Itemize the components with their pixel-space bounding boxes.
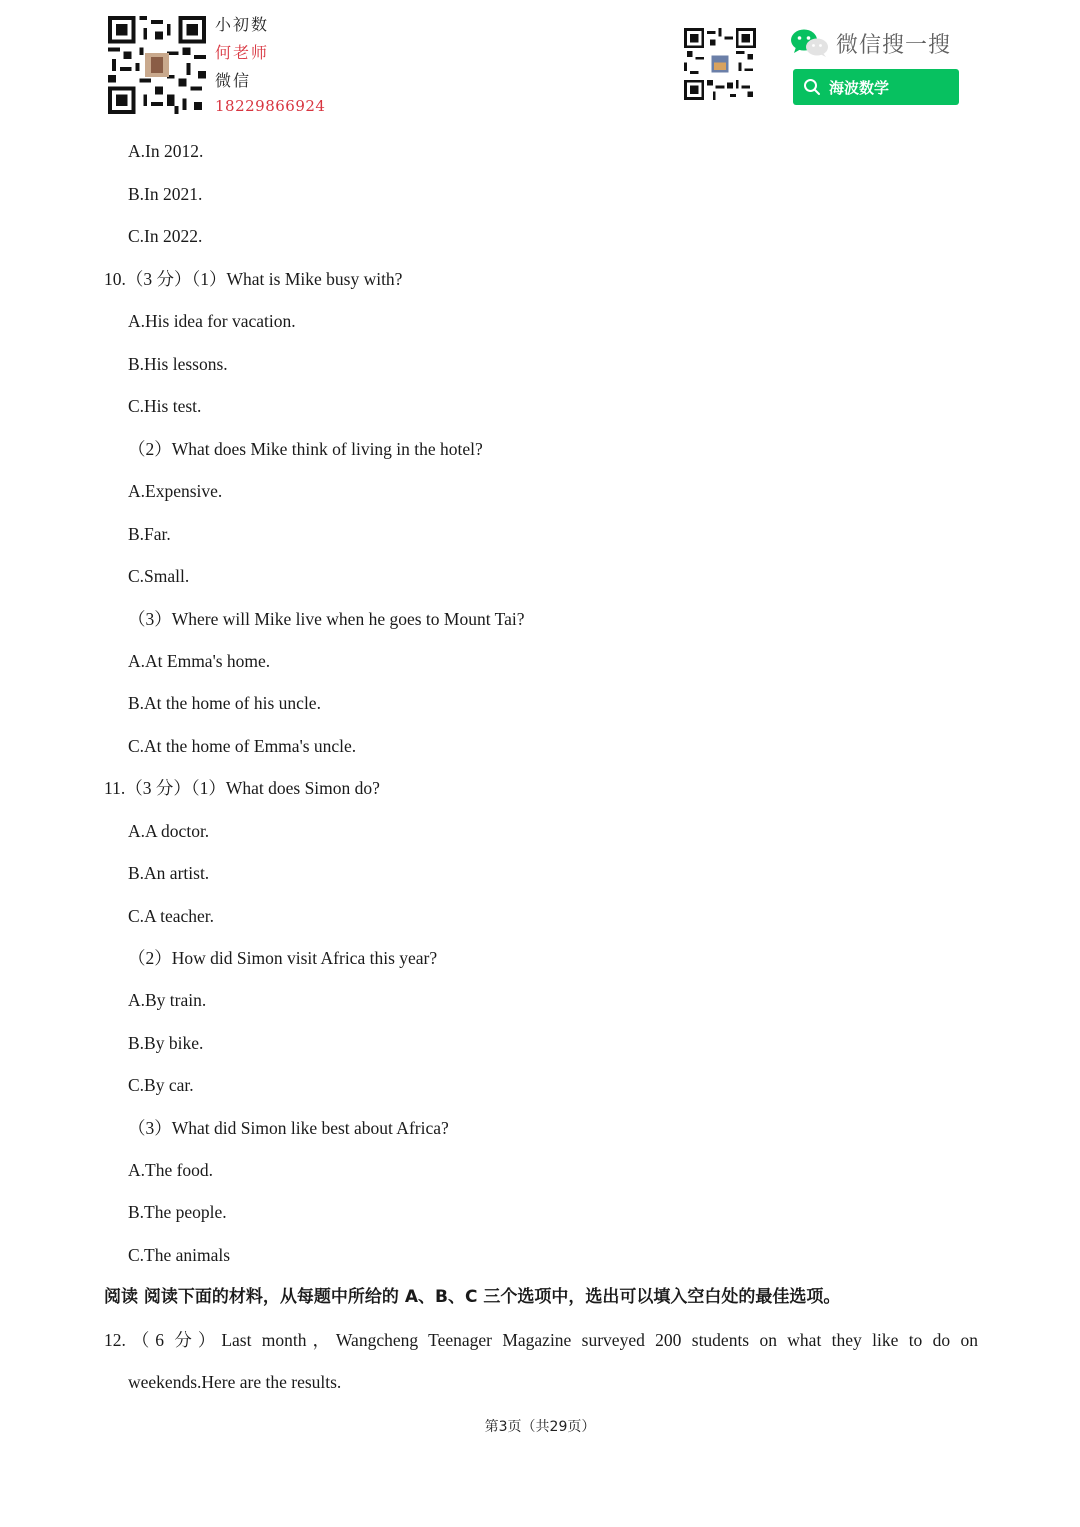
q10-2-option-a: A.Expensive. <box>128 481 223 501</box>
wechat-logo-icon <box>790 28 830 58</box>
search-icon <box>803 78 821 96</box>
q11-2-option-a: A.By train. <box>128 990 207 1010</box>
wechat-search-label: 海波数学 <box>829 78 890 97</box>
q10-1-option-a: A.His idea for vacation. <box>128 311 296 331</box>
qr-code-left <box>108 16 206 114</box>
page-number-footer: 第3页（共29页） <box>484 1419 596 1435</box>
q10-3-option-c: C.At the home of Emma's uncle. <box>128 736 357 756</box>
promo-line-phone: 18229866924 <box>215 97 326 115</box>
qr-code-right <box>684 28 756 100</box>
q11-1-option-c: C.A teacher. <box>128 906 215 926</box>
q10-part-3: （3）Where will Mike live when he goes to Mount Tai? <box>128 609 525 629</box>
q10-1-option-b: B.His lessons. <box>128 354 228 374</box>
section-heading: 阅读 阅读下面的材料，从每题中所给的 A、B、C 三个选项中，选出可以填入空白处的最佳选项。 <box>104 1287 841 1307</box>
q10-1-option-c: C.His test. <box>128 396 202 416</box>
promo-line-grade: 小初数 <box>215 15 270 34</box>
q10-part-2: （2）What does Mike think of living in the hotel? <box>128 439 483 459</box>
q9-option-a: A.In 2012. <box>128 141 204 161</box>
q11-head: 11.（3 分）（1）What does Simon do? <box>104 778 380 798</box>
wechat-search-title: 微信搜一搜 <box>836 33 952 58</box>
q11-2-option-b: B.By bike. <box>128 1033 204 1053</box>
q11-1-option-b: B.An artist. <box>128 863 210 883</box>
promo-line-teacher: 何老师 <box>215 43 270 62</box>
q11-3-option-b: B.The people. <box>128 1202 227 1222</box>
q11-1-option-a: A.A doctor. <box>128 821 210 841</box>
q10-2-option-c: C.Small. <box>128 566 190 586</box>
q10-2-option-b: B.Far. <box>128 524 171 544</box>
q12-text-line-2: weekends.Here are the results. <box>128 1372 342 1392</box>
q9-option-b: B.In 2021. <box>128 184 203 204</box>
q10-3-option-b: B.At the home of his uncle. <box>128 693 321 713</box>
wechat-search-button[interactable] <box>793 69 959 105</box>
q11-3-option-a: A.The food. <box>128 1160 214 1180</box>
q9-option-c: C.In 2022. <box>128 226 203 246</box>
q12-text-line-1: 12.（6 分）Last month，Wangcheng Teenager Magazine surveyed 200 students on what they like to do on <box>104 1330 978 1350</box>
q11-3-option-c: C.The animals <box>128 1245 231 1265</box>
promo-line-wechat: 微信 <box>215 71 252 90</box>
q10-head: 10.（3 分）（1）What is Mike busy with? <box>104 269 403 289</box>
q11-2-option-c: C.By car. <box>128 1075 194 1095</box>
q10-3-option-a: A.At Emma's home. <box>128 651 271 671</box>
q11-part-3: （3）What did Simon like best about Africa? <box>128 1118 449 1138</box>
q11-part-2: （2）How did Simon visit Africa this year? <box>128 948 438 968</box>
